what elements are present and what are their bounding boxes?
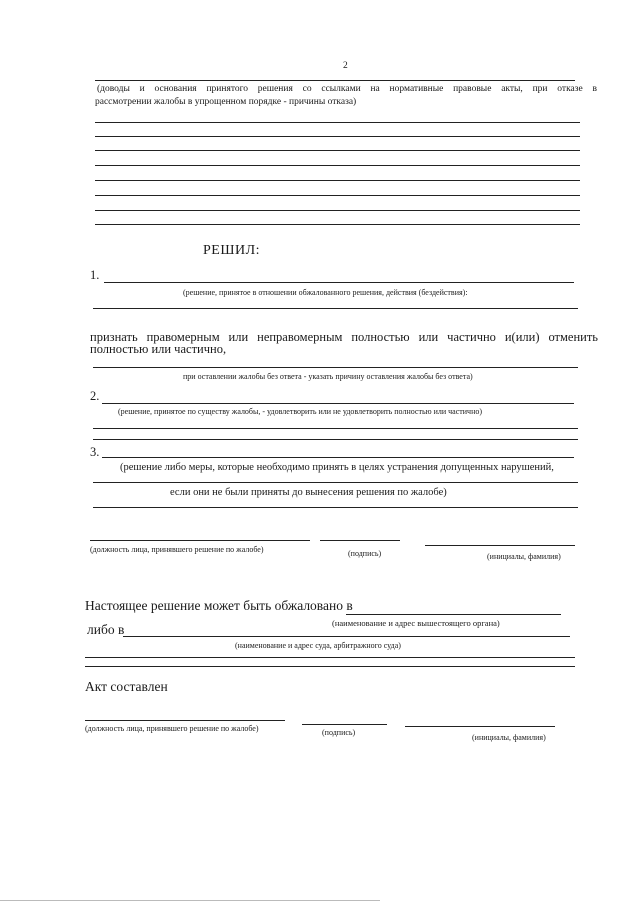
recognize-line-2: полностью или частично, [90, 342, 227, 356]
item-1-caption: (решение, принятое в отношении обжалованного решения, действия (бездействия): [183, 288, 468, 297]
initials-caption: (инициалы, фамилия) [487, 552, 561, 561]
blank-line [95, 150, 580, 151]
blank-line [93, 428, 578, 429]
position-line [90, 540, 310, 541]
blank-line [95, 122, 580, 123]
position-caption: (должность лица, принявшего решение по жалобе) [85, 724, 259, 733]
signature-line [320, 540, 400, 541]
item-3-caption-1: (решение либо меры, которые необходимо принять в целях устранения допущенных нарушений, [120, 462, 554, 473]
page-number: 2 [343, 61, 348, 71]
signature-caption: (подпись) [348, 549, 382, 558]
higher-body-caption: (наименование и адрес вышестоящего органа) [332, 618, 500, 628]
higher-body-line [346, 614, 561, 615]
item-3-line [102, 457, 574, 458]
blank-line [85, 657, 575, 658]
blank-line [93, 507, 578, 508]
decision-heading: РЕШИЛ: [203, 243, 260, 258]
position-line [85, 720, 285, 721]
appeal-text: Настоящее решение может быть обжаловано в [85, 598, 353, 613]
initials-line [425, 545, 575, 546]
act-title: Акт составлен [85, 679, 168, 694]
item-1-number: 1. [90, 268, 100, 282]
court-caption: (наименование и адрес суда, арбитражного суда) [235, 641, 401, 650]
no-answer-caption: при оставлении жалобы без ответа - указать причину оставления жалобы без ответа) [183, 372, 473, 381]
blank-line [93, 482, 578, 483]
recognize-line-1: признать правомерным или неправомерным полностью или частично и(или) отменить [90, 330, 598, 344]
position-caption: (должность лица, принявшего решение по жалобе) [90, 545, 264, 554]
blank-line [93, 308, 578, 309]
or-in-text: либо в [87, 622, 125, 637]
item-1-line [104, 282, 574, 283]
blank-line [85, 666, 575, 667]
blank-line [95, 136, 580, 137]
blank-line [95, 195, 580, 196]
item-3-number: 3. [90, 445, 100, 459]
initials-caption: (инициалы, фамилия) [472, 733, 546, 742]
signature-caption: (подпись) [322, 728, 356, 737]
item-2-line [102, 403, 574, 404]
arguments-caption-2: рассмотрении жалобы в упрощенном порядке - причины отказа) [95, 97, 357, 107]
signature-line [302, 724, 387, 725]
arguments-caption-1: (доводы и основания принятого решения со ссылками на нормативные правовые акты, при отказе в [97, 84, 597, 94]
item-3-caption-2: если они не были приняты до вынесения решения по жалобе) [170, 487, 447, 498]
blank-line [93, 439, 578, 440]
blank-line [95, 224, 580, 225]
item-2-number: 2. [90, 389, 100, 403]
blank-line [95, 180, 580, 181]
item-2-caption: (решение, принятое по существу жалобы, - удовлетворить или не удовлетворить полностью или частично) [118, 407, 483, 416]
blank-line [93, 367, 578, 368]
blank-line [95, 80, 575, 81]
court-line [123, 636, 570, 637]
blank-line [95, 165, 580, 166]
initials-line [405, 726, 555, 727]
blank-line [95, 210, 580, 211]
bottom-rule [0, 900, 380, 901]
